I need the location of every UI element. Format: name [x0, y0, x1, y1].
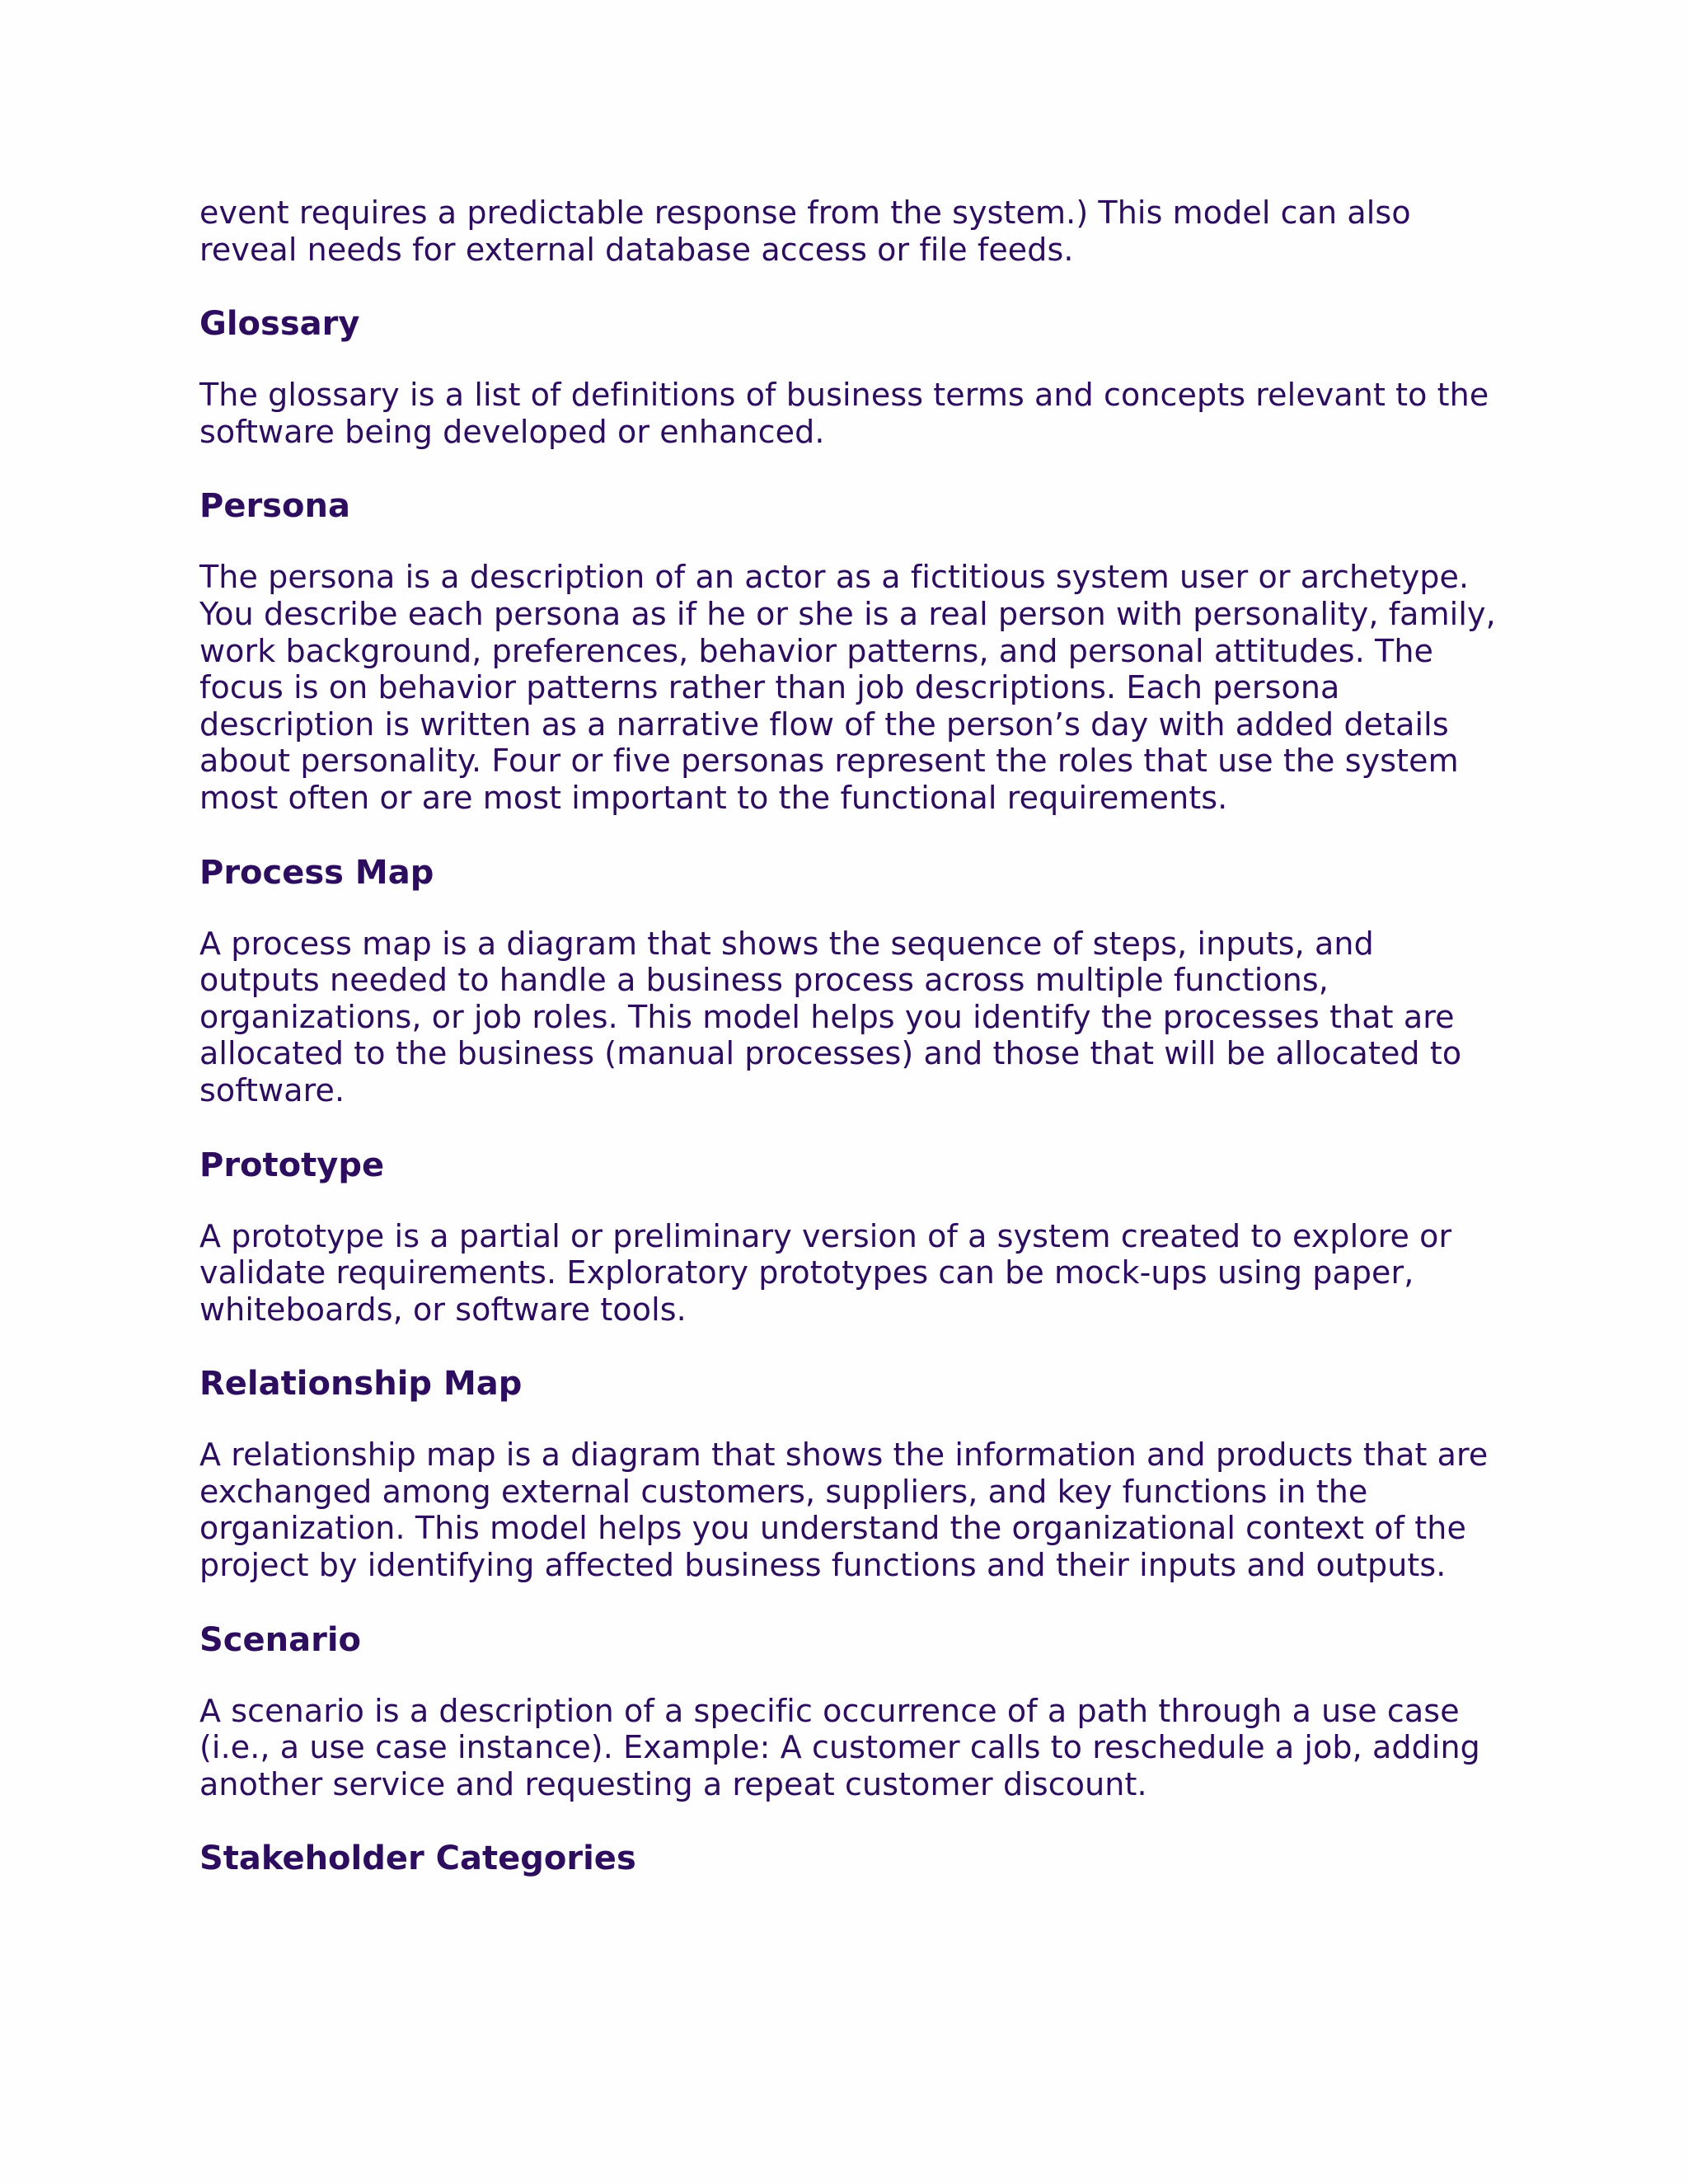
section-body-glossary: The glossary is a list of definitions of business terms and concepts relevant to the software being developed or enhanced. — [199, 377, 1489, 450]
section-heading-prototype: Prototype — [199, 1146, 385, 1184]
section-body-process-map: A process map is a diagram that shows the sequence of steps, inputs, and outputs needed to handle a business process across multiple functions, organizations, or job roles. This model helps you identify the processes that are allocated to the business (manual processes) and those that will be allocated to software. — [199, 925, 1462, 1108]
intro-paragraph: event requires a predictable response from the system.) This model can also reveal needs for external database access or file feeds. — [199, 194, 1411, 268]
page-content — [199, 194, 1502, 1878]
section-body-relationship-map: A relationship map is a diagram that shows the information and products that are exchanged among external customers, suppliers, and key functions in the organization. This model helps you understand the organizational context of the project by identifying affected business functions and their inputs and outputs. — [199, 1436, 1489, 1584]
section-heading-relationship-map: Relationship Map — [199, 1365, 523, 1404]
section-heading-persona: Persona — [199, 487, 350, 526]
section-heading-scenario: Scenario — [199, 1620, 362, 1659]
section-heading-stakeholder-categories: Stakeholder Categories — [199, 1840, 636, 1878]
section-body-persona: The persona is a description of an actor as a fictitious system user or archetype. You describe each persona as if he or she is a real person with personality, family, work background, preferences, behavior patterns, and personal attitudes. The focus is on behavior patterns rather than job descriptions. Each persona description is written as a narrative flow of the person’s day with added details about personality. Four or five personas represent the roles that use the system most often or are most important to the functional requirements. — [199, 559, 1496, 816]
section-heading-glossary: Glossary — [199, 305, 360, 344]
section-body-prototype: A prototype is a partial or preliminary version of a system created to explore or validate requirements. Exploratory prototypes can be mock-ups using paper, whiteboards, or software tools. — [199, 1217, 1452, 1328]
section-heading-process-map: Process Map — [199, 853, 434, 892]
section-body-scenario: A scenario is a description of a specific occurrence of a path through a use case (i.e., a use case instance). Example: A customer calls to reschedule a job, adding another service and requesting a repeat customer discount. — [199, 1692, 1480, 1802]
